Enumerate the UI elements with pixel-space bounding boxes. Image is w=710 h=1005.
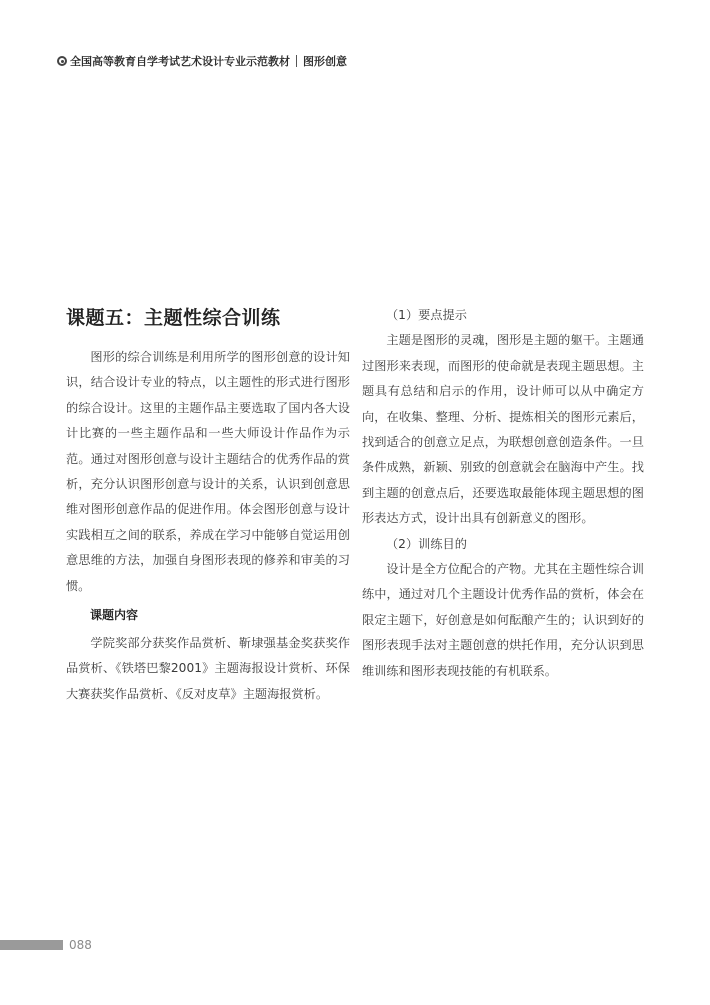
circle-bullet-icon xyxy=(57,56,67,66)
section-title: 课题五：主题性综合训练 xyxy=(66,307,281,329)
running-header xyxy=(57,53,347,69)
key-points-heading: （1）要点提示 xyxy=(386,308,467,322)
right-column xyxy=(362,303,644,684)
training-goal-heading: （2）训练目的 xyxy=(386,536,467,551)
training-goal-paragraph: 设计是全方位配合的产物。尤其在主题性综合训练中，通过对几个主题设计优秀作品的赏析，体会在限定主题下，好创意是如何酝酿产生的；认识到好的图形表现手法对主题创意的烘托作用，充分认识到思维训练和图形表现技能的有机联系。 xyxy=(362,562,644,678)
footer-bar xyxy=(0,940,63,950)
key-points-paragraph: 主题是图形的灵魂，图形是主题的躯干。主题通过图形来表现，而图形的使命就是表现主题思想。主题具有总结和启示的作用，设计师可以从中确定方向，在收集、整理、分析、提炼相关的图形元素后，找到适合的创意立足点，为联想创意创造条件。一旦条件成熟，新颖、别致的创意就会在脑海中产生。找到主题的创意点后，还要选取最能体现主题思想的图形表达方式，设计出具有创新意义的图形。 xyxy=(362,333,644,526)
intro-paragraph: 图形的综合训练是利用所学的图形创意的设计知识，结合设计专业的特点，以主题性的形式进行图形的综合设计。这里的主题作品主要选取了国内各大设计比赛的一些主题作品和一些大师设计作品作为示范。通过对图形创意与设计主题结合的优秀作品的赏析，充分认识图形创意与设计的关系，认识到创意思维对图形创意作品的促进作用。体会图形创意与设计实践相互之间的联系，养成在学习中能够自觉运用创意思维的方法，加强自身图形表现的修养和审美的习惯。 xyxy=(66,350,350,593)
series-title: 全国高等教育自学考试艺术设计专业示范教材 xyxy=(70,55,290,68)
left-column xyxy=(66,305,350,707)
header-divider xyxy=(296,55,297,67)
book-title: 图形创意 xyxy=(303,55,347,68)
content-heading: 课题内容 xyxy=(90,608,139,623)
page-number: 088 xyxy=(69,938,92,952)
content-paragraph: 学院奖部分获奖作品赏析、靳埭强基金奖获奖作品赏析、《铁塔巴黎2001》主题海报设计赏析、环保大赛获奖作品赏析、《反对皮草》主题海报赏析。 xyxy=(66,636,350,701)
